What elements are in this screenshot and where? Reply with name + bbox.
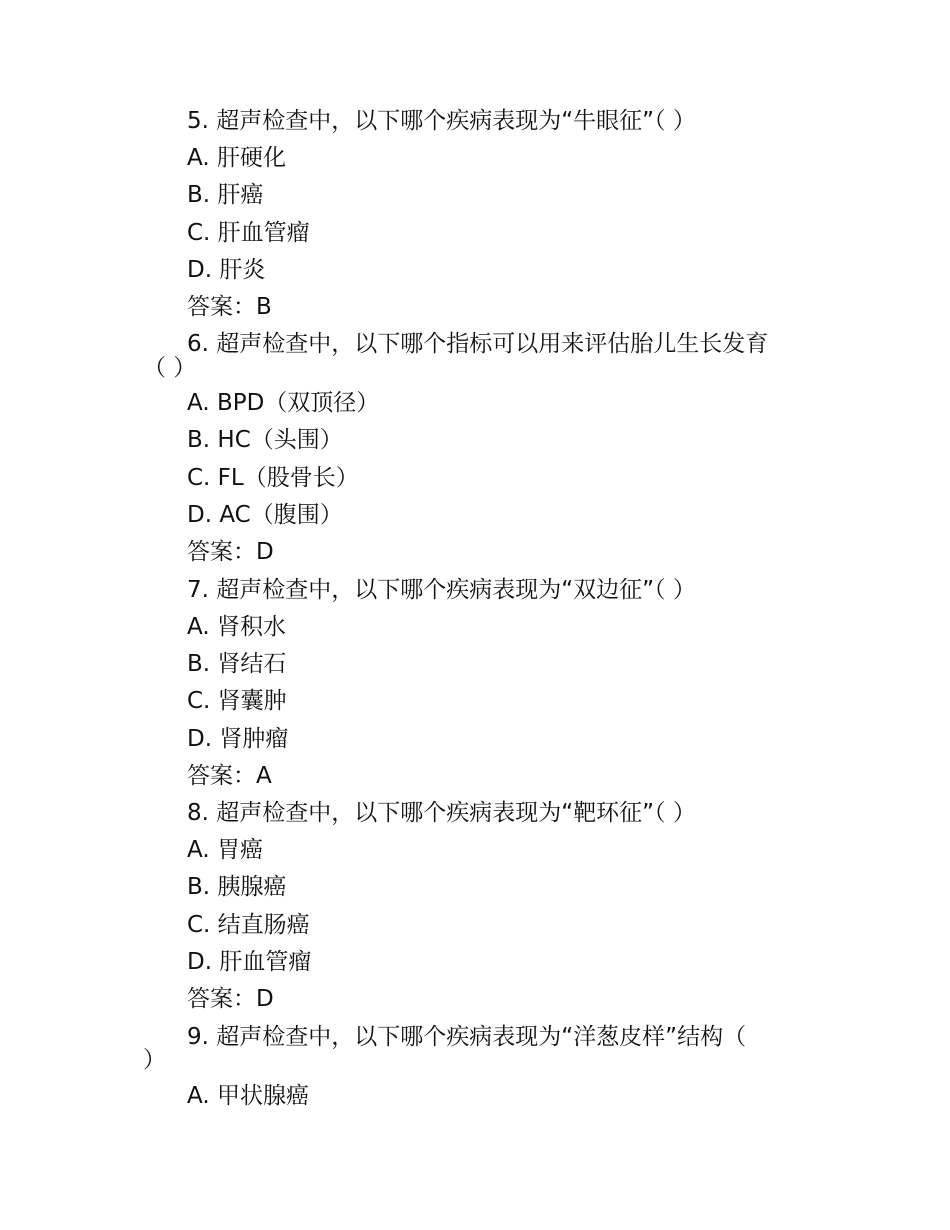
question-9-option-a: A. 甲状腺癌 [187,1083,309,1109]
question-9-text-continued: ） [143,1047,166,1073]
question-8-option-c: C. 结直肠癌 [187,912,310,938]
question-6-answer: 答案：D [187,539,274,565]
question-6-option-a: A. BPD（双顶径） [187,390,380,416]
question-6-option-c: C. FL（股骨长） [187,465,359,491]
question-9-text: 9. 超声检查中，以下哪个疾病表现为“洋葱皮样”结构（ [187,1024,747,1050]
question-5-option-b: B. 肝癌 [187,182,264,208]
question-7-answer: 答案：A [187,763,272,789]
question-8-answer: 答案：D [187,986,274,1012]
question-5-answer: 答案：B [187,294,272,320]
question-5-option-c: C. 肝血管瘤 [187,220,310,246]
question-8-option-a: A. 胃癌 [187,837,263,863]
question-5-text: 5. 超声检查中，以下哪个疾病表现为“牛眼征”（ ） [187,108,696,134]
question-7-option-c: C. 肾囊肿 [187,688,287,714]
question-7-option-d: D. 肾肿瘤 [187,726,289,752]
question-5-option-a: A. 肝硬化 [187,145,286,171]
question-7-option-a: A. 肾积水 [187,614,286,640]
question-8-option-b: B. 胰腺癌 [187,874,287,900]
question-7-option-b: B. 肾结石 [187,651,287,677]
question-8-text: 8. 超声检查中，以下哪个疾病表现为“靶环征”（ ） [187,800,696,826]
question-5-option-d: D. 肝炎 [187,257,266,283]
question-6-option-d: D. AC（腹围） [187,502,343,528]
question-6-option-b: B. HC（头围） [187,427,343,453]
question-8-option-d: D. 肝血管瘤 [187,949,312,975]
question-6-text-continued: （ ） [143,355,197,381]
question-7-text: 7. 超声检查中，以下哪个疾病表现为“双边征”（ ） [187,577,696,603]
question-6-text: 6. 超声检查中，以下哪个指标可以用来评估胎儿生长发育 [187,331,769,357]
